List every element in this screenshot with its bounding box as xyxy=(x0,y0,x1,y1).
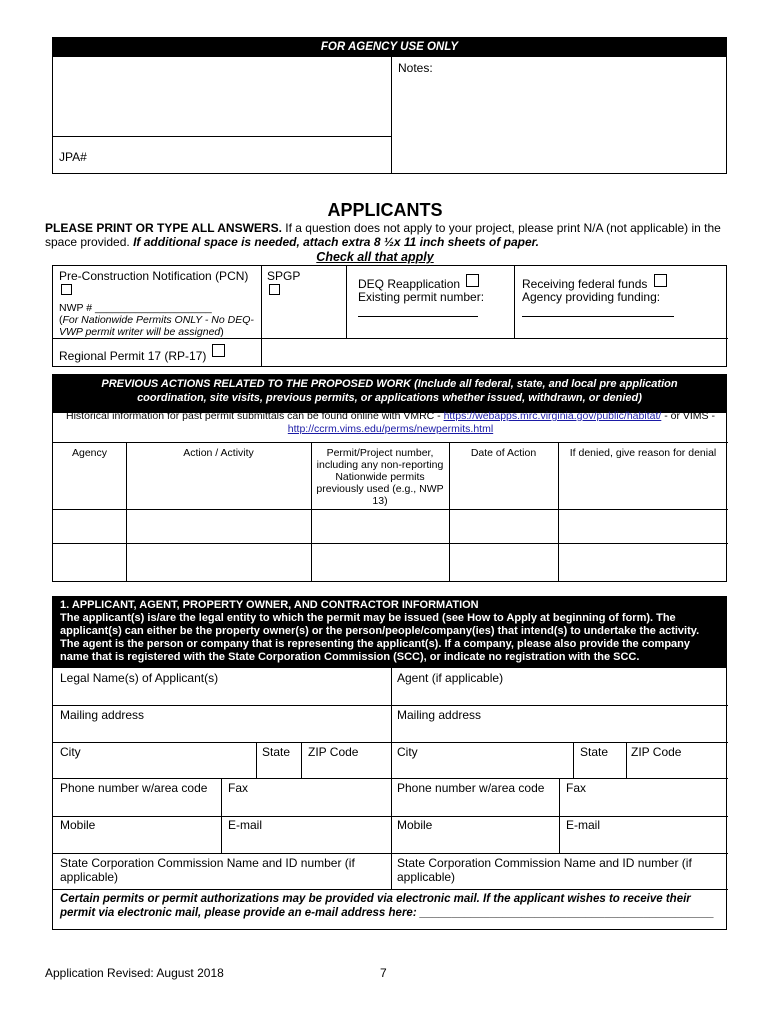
spgp-checkbox[interactable] xyxy=(269,284,280,295)
deq-checkbox[interactable] xyxy=(466,274,479,287)
section1-title: 1. APPLICANT, AGENT, PROPERTY OWNER, AND CONTRACTOR INFORMATION xyxy=(60,599,479,611)
applicant-zip-label: ZIP Code xyxy=(308,745,359,759)
previous-actions-header: PREVIOUS ACTIONS RELATED TO THE PROPOSED WORK (Include all federal, state, and local pre application coordination, site visits, previous permits, or applications whether issued, withdrawn, or denied) xyxy=(53,375,726,413)
applicant-fax-label: Fax xyxy=(228,781,249,795)
agent-phone-label: Phone number w/area code xyxy=(397,781,545,795)
jpa-label: JPA# xyxy=(59,150,87,164)
vims-link[interactable]: http://ccrm.vims.edu/perms/newpermits.html xyxy=(287,423,494,435)
deq-permit-line[interactable] xyxy=(358,316,478,317)
permit-type-table xyxy=(52,265,727,367)
col-action: Action / Activity xyxy=(183,447,254,459)
spgp-label: SPGP xyxy=(267,269,301,283)
col-agency: Agency xyxy=(71,447,108,459)
rp17-label: Regional Permit 17 (RP-17) xyxy=(59,344,225,363)
nwp-label: NWP # ____________________ xyxy=(59,302,212,314)
applicant-email-label: E-mail xyxy=(228,818,263,832)
federal-sub-label: Agency providing funding: xyxy=(522,290,661,304)
electronic-mail-note[interactable]: Certain permits or permit authorizations may be provided via electronic mail. If the applicant wishes to receive their permit via electronic mail, please provide an e-mail address here: ______________________________________________ xyxy=(60,893,715,919)
agency-use-box xyxy=(52,37,727,174)
col-date: Date of Action xyxy=(470,447,537,459)
federal-funds-label: Receiving federal funds xyxy=(522,274,667,291)
notes-field[interactable] xyxy=(393,76,723,171)
agent-scc-label: State Corporation Commission Name and ID number (if applicable) xyxy=(397,856,692,884)
pcn-label: Pre-Construction Notification (PCN) xyxy=(59,269,249,283)
nwp-note-text: For Nationwide Permits ONLY - No DEQ-VWP permit writer will be assigned xyxy=(59,314,254,338)
agent-mobile-label: Mobile xyxy=(397,818,433,832)
table-row[interactable] xyxy=(53,544,728,582)
instructions-bold: PLEASE PRINT OR TYPE ALL ANSWERS. xyxy=(45,221,282,235)
instructions-italic: If additional space is needed, attach extra 8 ½x 11 inch sheets of paper. xyxy=(129,235,539,249)
rp17-checkbox[interactable] xyxy=(212,344,225,357)
check-all-heading: Check all that apply xyxy=(316,250,434,264)
section1-description: The applicant(s) is/are the legal entity to which the permit may be issued (see How to Apply at beginning of form). The applicant(s) can either be the property owner(s) or the person/people/company(ies) that intend(s) to undertake the activity. The agent is the person or company that is representing the applicant(s). If a company, please also provide the company name that is registered with the State Corporation Commission (SCC), or indicate no registration with the SCC. xyxy=(60,612,700,663)
instructions xyxy=(45,221,735,249)
page-number: 7 xyxy=(380,966,387,980)
applicant-state-label: State xyxy=(262,745,291,759)
agent-email-label: E-mail xyxy=(566,818,601,832)
jpa-field[interactable] xyxy=(87,142,387,172)
agency-blank-field[interactable] xyxy=(55,59,389,134)
deq-label: DEQ Reapplication xyxy=(358,274,479,291)
funding-agency-line[interactable] xyxy=(522,316,674,317)
footer-revised: Application Revised: August 2018 xyxy=(45,966,224,980)
agent-fax-label: Fax xyxy=(566,781,587,795)
vmrc-link[interactable]: https://webapps.mrc.virginia.gov/public/habitat/ xyxy=(443,410,662,422)
agent-zip-label: ZIP Code xyxy=(631,745,682,759)
applicant-mailing-label: Mailing address xyxy=(60,708,145,722)
notes-label: Notes: xyxy=(398,61,433,75)
applicant-scc-label: State Corporation Commission Name and ID number (if applicable) xyxy=(60,856,355,884)
pcn-checkbox[interactable] xyxy=(61,284,72,295)
applicant-mobile-label: Mobile xyxy=(60,818,96,832)
nwp-note: (For Nationwide Permits ONLY - No DEQ-VWP permit writer will be assigned) xyxy=(59,314,254,338)
agency-use-header: FOR AGENCY USE ONLY xyxy=(53,38,726,57)
instructions-text: If a question does not apply to your project, please print N/A (not applicable) in the space provided. xyxy=(45,221,721,249)
previous-actions-table xyxy=(52,374,727,582)
federal-funds-checkbox[interactable] xyxy=(654,274,667,287)
legal-name-label: Legal Name(s) of Applicant(s) xyxy=(60,671,219,685)
agent-label: Agent (if applicable) xyxy=(397,671,504,685)
applicants-title: APPLICANTS xyxy=(327,200,443,220)
agent-state-label: State xyxy=(580,745,609,759)
col-permit-number: Permit/Project number, including any non-reporting Nationwide permits previously used (e.g., NWP 13) xyxy=(316,447,444,507)
section1-header xyxy=(53,597,726,668)
agent-mailing-label: Mailing address xyxy=(397,708,482,722)
deq-sub-label: Existing permit number: xyxy=(358,290,485,304)
col-denial-reason: If denied, give reason for denial xyxy=(569,447,717,459)
table-row[interactable] xyxy=(53,510,728,543)
applicant-city-label: City xyxy=(60,745,81,759)
historical-info: Historical information for past permit submittals can be found online with VMRC - https://webapps.mrc.virginia.gov/public/habitat/ - or VIMS - http://ccrm.vims.edu/perms/newpermits.html xyxy=(66,410,715,435)
section1-table xyxy=(52,596,727,930)
applicant-phone-label: Phone number w/area code xyxy=(60,781,208,795)
agent-city-label: City xyxy=(397,745,418,759)
